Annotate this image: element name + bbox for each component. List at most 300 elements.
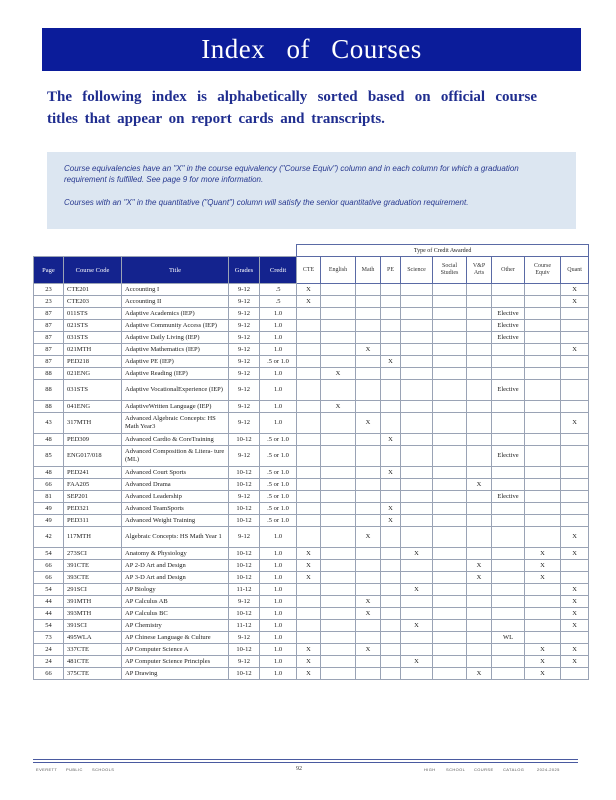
- cell-page: 24: [34, 644, 64, 656]
- cell-credit: 1.0: [260, 527, 297, 548]
- cell-cte: [297, 527, 321, 548]
- footer-left-1: EVERETT: [36, 767, 58, 772]
- cell-title: Advanced Algebraic Concepts: HS Math Year3: [122, 413, 229, 434]
- cell-course-equiv: [525, 332, 561, 344]
- cell-title: AP 2-D Art and Design: [122, 560, 229, 572]
- cell-pe: [381, 620, 401, 632]
- cell-science: X: [401, 620, 433, 632]
- cell-course-equiv: [525, 446, 561, 467]
- table-row: [34, 356, 589, 368]
- cell-science: [401, 560, 433, 572]
- col-header-english: English: [321, 257, 356, 284]
- cell-pe: [381, 644, 401, 656]
- cell-math: X: [356, 344, 381, 356]
- cell-credit: .5 or 1.0: [260, 434, 297, 446]
- cell-title: AdaptiveWritten Language (IEP): [122, 401, 229, 413]
- cell-course-code: 317MTH: [64, 413, 122, 434]
- cell-grades: 9-12: [229, 380, 260, 401]
- cell-course-code: 021STS: [64, 320, 122, 332]
- cell-math: [356, 446, 381, 467]
- cell-grades: 10-12: [229, 608, 260, 620]
- cell-other: Elective: [492, 491, 525, 503]
- cell-course-equiv: [525, 503, 561, 515]
- footer-right-4: CATALOG: [503, 767, 525, 772]
- cell-credit: .5 or 1.0: [260, 491, 297, 503]
- cell-science: [401, 503, 433, 515]
- cell-course-code: PED309: [64, 434, 122, 446]
- cell-grades: 10-12: [229, 548, 260, 560]
- cell-credit: 1.0: [260, 548, 297, 560]
- table-row: [34, 332, 589, 344]
- cell-course-code: PED311: [64, 515, 122, 527]
- cell-credit: 1.0: [260, 344, 297, 356]
- cell-cte: [297, 446, 321, 467]
- table-row: [34, 668, 589, 680]
- cell-quant: [561, 356, 589, 368]
- cell-math: [356, 308, 381, 320]
- cell-pe: [381, 380, 401, 401]
- cell-page: 66: [34, 668, 64, 680]
- cell-vp-arts: [467, 503, 492, 515]
- cell-quant: X: [561, 608, 589, 620]
- table-row: [34, 527, 589, 548]
- cell-social-studies: [433, 668, 467, 680]
- cell-vp-arts: [467, 596, 492, 608]
- cell-course-code: SEP201: [64, 491, 122, 503]
- course-rows: [34, 284, 589, 680]
- cell-pe: [381, 572, 401, 584]
- cell-page: 88: [34, 380, 64, 401]
- cell-course-equiv: [525, 596, 561, 608]
- cell-credit: 1.0: [260, 308, 297, 320]
- cell-grades: 9-12: [229, 491, 260, 503]
- cell-science: [401, 356, 433, 368]
- cell-english: X: [321, 401, 356, 413]
- cell-grades: 9-12: [229, 284, 260, 296]
- cell-page: 43: [34, 413, 64, 434]
- cell-title: AP Chemistry: [122, 620, 229, 632]
- cell-pe: [381, 491, 401, 503]
- cell-course-equiv: X: [525, 668, 561, 680]
- cell-course-equiv: [525, 380, 561, 401]
- cell-cte: [297, 368, 321, 380]
- cell-math: [356, 320, 381, 332]
- cell-math: [356, 548, 381, 560]
- cell-title: Algebraic Concepts: HS Math Year 1: [122, 527, 229, 548]
- cell-math: [356, 368, 381, 380]
- cell-grades: 9-12: [229, 320, 260, 332]
- cell-science: [401, 608, 433, 620]
- cell-course-equiv: [525, 515, 561, 527]
- cell-quant: X: [561, 548, 589, 560]
- cell-other: [492, 620, 525, 632]
- cell-page: 66: [34, 479, 64, 491]
- cell-science: [401, 320, 433, 332]
- cell-quant: X: [561, 644, 589, 656]
- cell-course-equiv: [525, 620, 561, 632]
- cell-page: 44: [34, 608, 64, 620]
- cell-other: [492, 572, 525, 584]
- cell-social-studies: [433, 368, 467, 380]
- cell-math: [356, 332, 381, 344]
- cell-cte: [297, 308, 321, 320]
- cell-title: AP Biology: [122, 584, 229, 596]
- cell-pe: [381, 656, 401, 668]
- cell-math: [356, 515, 381, 527]
- cell-course-code: 021MTH: [64, 344, 122, 356]
- cell-cte: [297, 413, 321, 434]
- cell-title: Adaptive Academics (IEP): [122, 308, 229, 320]
- cell-science: [401, 308, 433, 320]
- table-row: [34, 320, 589, 332]
- cell-cte: [297, 515, 321, 527]
- cell-page: 54: [34, 620, 64, 632]
- cell-title: AP Computer Science Principles: [122, 656, 229, 668]
- cell-credit: .5 or 1.0: [260, 467, 297, 479]
- cell-pe: [381, 527, 401, 548]
- cell-math: [356, 284, 381, 296]
- cell-quant: [561, 434, 589, 446]
- cell-math: [356, 572, 381, 584]
- cell-other: [492, 548, 525, 560]
- cell-pe: [381, 632, 401, 644]
- table-row: [34, 296, 589, 308]
- cell-course-equiv: [525, 284, 561, 296]
- cell-other: [492, 479, 525, 491]
- cell-credit: 1.0: [260, 584, 297, 596]
- cell-social-studies: [433, 656, 467, 668]
- cell-other: [492, 584, 525, 596]
- cell-pe: [381, 668, 401, 680]
- cell-science: [401, 668, 433, 680]
- cell-course-code: 481CTE: [64, 656, 122, 668]
- table-row: [34, 467, 589, 479]
- cell-quant: X: [561, 620, 589, 632]
- cell-course-code: 391CTE: [64, 560, 122, 572]
- cell-page: 73: [34, 632, 64, 644]
- cell-page: 87: [34, 356, 64, 368]
- cell-title: Adaptive Mathematics (IEP): [122, 344, 229, 356]
- cell-page: 48: [34, 467, 64, 479]
- cell-page: 54: [34, 584, 64, 596]
- cell-cte: X: [297, 560, 321, 572]
- cell-science: [401, 284, 433, 296]
- cell-english: [321, 434, 356, 446]
- cell-page: 87: [34, 308, 64, 320]
- cell-other: Elective: [492, 308, 525, 320]
- cell-science: X: [401, 548, 433, 560]
- cell-page: 42: [34, 527, 64, 548]
- table-row: [34, 515, 589, 527]
- cell-credit: 1.0: [260, 560, 297, 572]
- cell-course-equiv: [525, 344, 561, 356]
- cell-credit: .5 or 1.0: [260, 446, 297, 467]
- cell-pe: X: [381, 503, 401, 515]
- cell-quant: [561, 572, 589, 584]
- cell-cte: [297, 503, 321, 515]
- cell-course-equiv: [525, 434, 561, 446]
- cell-cte: X: [297, 284, 321, 296]
- footer-rule: [33, 759, 578, 760]
- cell-pe: [381, 548, 401, 560]
- cell-other: WL: [492, 632, 525, 644]
- cell-quant: [561, 503, 589, 515]
- cell-math: X: [356, 413, 381, 434]
- cell-credit: 1.0: [260, 572, 297, 584]
- cell-credit: 1.0: [260, 644, 297, 656]
- cell-english: [321, 515, 356, 527]
- cell-quant: X: [561, 296, 589, 308]
- cell-title: Advanced Leadership: [122, 491, 229, 503]
- table-row: [34, 596, 589, 608]
- cell-page: 54: [34, 548, 64, 560]
- cell-page: 23: [34, 296, 64, 308]
- cell-other: [492, 284, 525, 296]
- cell-science: [401, 632, 433, 644]
- table-row: [34, 560, 589, 572]
- col-header-code: Course Code: [64, 257, 122, 284]
- note-quant: Courses with an "X" in the quantitative ("Quant") column will satisfy the senior quantitative graduation requirement.: [64, 198, 469, 207]
- cell-quant: X: [561, 413, 589, 434]
- cell-other: [492, 656, 525, 668]
- cell-quant: X: [561, 656, 589, 668]
- cell-cte: [297, 344, 321, 356]
- cell-vp-arts: [467, 344, 492, 356]
- cell-english: [321, 491, 356, 503]
- cell-vp-arts: [467, 632, 492, 644]
- cell-other: [492, 644, 525, 656]
- cell-credit: 1.0: [260, 608, 297, 620]
- cell-title: Advanced Cardio & CoreTraining: [122, 434, 229, 446]
- cell-page: 48: [34, 434, 64, 446]
- cell-science: [401, 401, 433, 413]
- cell-course-equiv: [525, 608, 561, 620]
- cell-credit: 1.0: [260, 380, 297, 401]
- cell-social-studies: [433, 503, 467, 515]
- cell-grades: 10-12: [229, 515, 260, 527]
- cell-grades: 9-12: [229, 656, 260, 668]
- cell-cte: [297, 434, 321, 446]
- cell-credit: .5 or 1.0: [260, 356, 297, 368]
- cell-page: 87: [34, 332, 64, 344]
- cell-vp-arts: [467, 548, 492, 560]
- cell-science: [401, 491, 433, 503]
- cell-course-equiv: [525, 308, 561, 320]
- cell-science: [401, 527, 433, 548]
- page-title: Index of Courses: [201, 34, 422, 64]
- cell-title: AP Calculus BC: [122, 608, 229, 620]
- cell-quant: [561, 401, 589, 413]
- cell-course-code: 031STS: [64, 380, 122, 401]
- cell-social-studies: [433, 446, 467, 467]
- cell-course-code: 021ENG: [64, 368, 122, 380]
- cell-other: [492, 413, 525, 434]
- cell-social-studies: [433, 527, 467, 548]
- cell-grades: 9-12: [229, 527, 260, 548]
- cell-quant: X: [561, 527, 589, 548]
- cell-pe: [381, 479, 401, 491]
- cell-english: [321, 308, 356, 320]
- cell-english: [321, 644, 356, 656]
- cell-course-equiv: [525, 401, 561, 413]
- cell-social-studies: [433, 401, 467, 413]
- cell-quant: [561, 467, 589, 479]
- cell-math: [356, 467, 381, 479]
- cell-cte: [297, 632, 321, 644]
- cell-math: [356, 620, 381, 632]
- cell-cte: X: [297, 548, 321, 560]
- cell-course-equiv: [525, 296, 561, 308]
- cell-quant: [561, 368, 589, 380]
- cell-course-code: 391SCI: [64, 620, 122, 632]
- cell-science: [401, 332, 433, 344]
- table-row: [34, 446, 589, 467]
- col-header-equiv: Course Equiv: [525, 257, 561, 284]
- table-row: [34, 401, 589, 413]
- cell-credit: 1.0: [260, 632, 297, 644]
- cell-title: Adaptive Community Access (IEP): [122, 320, 229, 332]
- cell-cte: X: [297, 572, 321, 584]
- cell-english: [321, 467, 356, 479]
- cell-pe: [381, 308, 401, 320]
- cell-grades: 9-12: [229, 632, 260, 644]
- cell-grades: 9-12: [229, 413, 260, 434]
- cell-science: [401, 515, 433, 527]
- cell-title: AP Chinese Language & Culture: [122, 632, 229, 644]
- cell-page: 24: [34, 656, 64, 668]
- cell-page: 49: [34, 503, 64, 515]
- cell-credit: 1.0: [260, 401, 297, 413]
- col-header-pe: PE: [381, 257, 401, 284]
- cell-social-studies: [433, 584, 467, 596]
- course-index-table: [33, 244, 589, 680]
- cell-social-studies: [433, 572, 467, 584]
- table-row: [34, 548, 589, 560]
- cell-course-code: 117MTH: [64, 527, 122, 548]
- cell-english: [321, 296, 356, 308]
- cell-vp-arts: X: [467, 572, 492, 584]
- table-row: [34, 413, 589, 434]
- cell-grades: 9-12: [229, 332, 260, 344]
- cell-vp-arts: [467, 401, 492, 413]
- cell-other: [492, 401, 525, 413]
- credit-type-group-header: Type of Credit Awarded: [297, 245, 589, 257]
- cell-pe: X: [381, 356, 401, 368]
- cell-pe: [381, 413, 401, 434]
- cell-science: [401, 446, 433, 467]
- cell-social-studies: [433, 515, 467, 527]
- table-row: [34, 380, 589, 401]
- cell-social-studies: [433, 608, 467, 620]
- cell-vp-arts: [467, 446, 492, 467]
- cell-credit: 1.0: [260, 368, 297, 380]
- cell-science: [401, 596, 433, 608]
- cell-pe: [381, 344, 401, 356]
- col-header-social: Social Studies: [433, 257, 467, 284]
- cell-title: Adaptive VocationalExperience (IEP): [122, 380, 229, 401]
- cell-social-studies: [433, 413, 467, 434]
- cell-cte: X: [297, 296, 321, 308]
- cell-science: [401, 644, 433, 656]
- cell-course-equiv: [525, 413, 561, 434]
- cell-vp-arts: [467, 620, 492, 632]
- cell-course-equiv: [525, 527, 561, 548]
- cell-course-equiv: [525, 491, 561, 503]
- cell-vp-arts: X: [467, 479, 492, 491]
- cell-page: 49: [34, 515, 64, 527]
- footer-right-2: SCHOOL: [446, 767, 466, 772]
- cell-course-equiv: [525, 584, 561, 596]
- cell-social-studies: [433, 548, 467, 560]
- col-header-science: Science: [401, 257, 433, 284]
- footer-right-1: HIGH: [424, 767, 436, 772]
- cell-english: [321, 668, 356, 680]
- cell-course-code: 337CTE: [64, 644, 122, 656]
- cell-course-code: 031STS: [64, 332, 122, 344]
- cell-social-studies: [433, 560, 467, 572]
- cell-social-studies: [433, 380, 467, 401]
- cell-title: AP Calculus AB: [122, 596, 229, 608]
- cell-english: [321, 620, 356, 632]
- col-header-vpa: V&P Arts: [467, 257, 492, 284]
- cell-cte: X: [297, 656, 321, 668]
- cell-grades: 9-12: [229, 401, 260, 413]
- cell-science: [401, 380, 433, 401]
- cell-english: [321, 320, 356, 332]
- footer-left-3: SCHOOLS: [92, 767, 115, 772]
- cell-science: [401, 572, 433, 584]
- cell-course-code: 375CTE: [64, 668, 122, 680]
- cell-social-studies: [433, 434, 467, 446]
- table-row: [34, 491, 589, 503]
- cell-science: [401, 296, 433, 308]
- cell-credit: 1.0: [260, 620, 297, 632]
- cell-english: [321, 413, 356, 434]
- cell-quant: [561, 632, 589, 644]
- cell-social-studies: [433, 332, 467, 344]
- cell-grades: 10-12: [229, 479, 260, 491]
- cell-math: [356, 296, 381, 308]
- cell-english: [321, 344, 356, 356]
- cell-credit: 1.0: [260, 413, 297, 434]
- cell-title: Accounting I: [122, 284, 229, 296]
- cell-page: 66: [34, 572, 64, 584]
- col-header-page: Page: [34, 257, 64, 284]
- cell-vp-arts: [467, 467, 492, 479]
- cell-page: 88: [34, 368, 64, 380]
- cell-math: [356, 503, 381, 515]
- cell-math: [356, 632, 381, 644]
- cell-social-studies: [433, 356, 467, 368]
- note-box: [47, 152, 576, 229]
- cell-course-equiv: [525, 368, 561, 380]
- cell-quant: [561, 479, 589, 491]
- cell-grades: 10-12: [229, 668, 260, 680]
- cell-course-code: FAA205: [64, 479, 122, 491]
- cell-course-code: PED218: [64, 356, 122, 368]
- cell-science: [401, 368, 433, 380]
- cell-other: [492, 296, 525, 308]
- footer-right-3: COURSE: [474, 767, 494, 772]
- cell-cte: [297, 467, 321, 479]
- cell-grades: 9-12: [229, 356, 260, 368]
- cell-math: [356, 434, 381, 446]
- cell-cte: [297, 401, 321, 413]
- cell-quant: [561, 446, 589, 467]
- cell-other: [492, 467, 525, 479]
- cell-science: X: [401, 584, 433, 596]
- cell-vp-arts: X: [467, 560, 492, 572]
